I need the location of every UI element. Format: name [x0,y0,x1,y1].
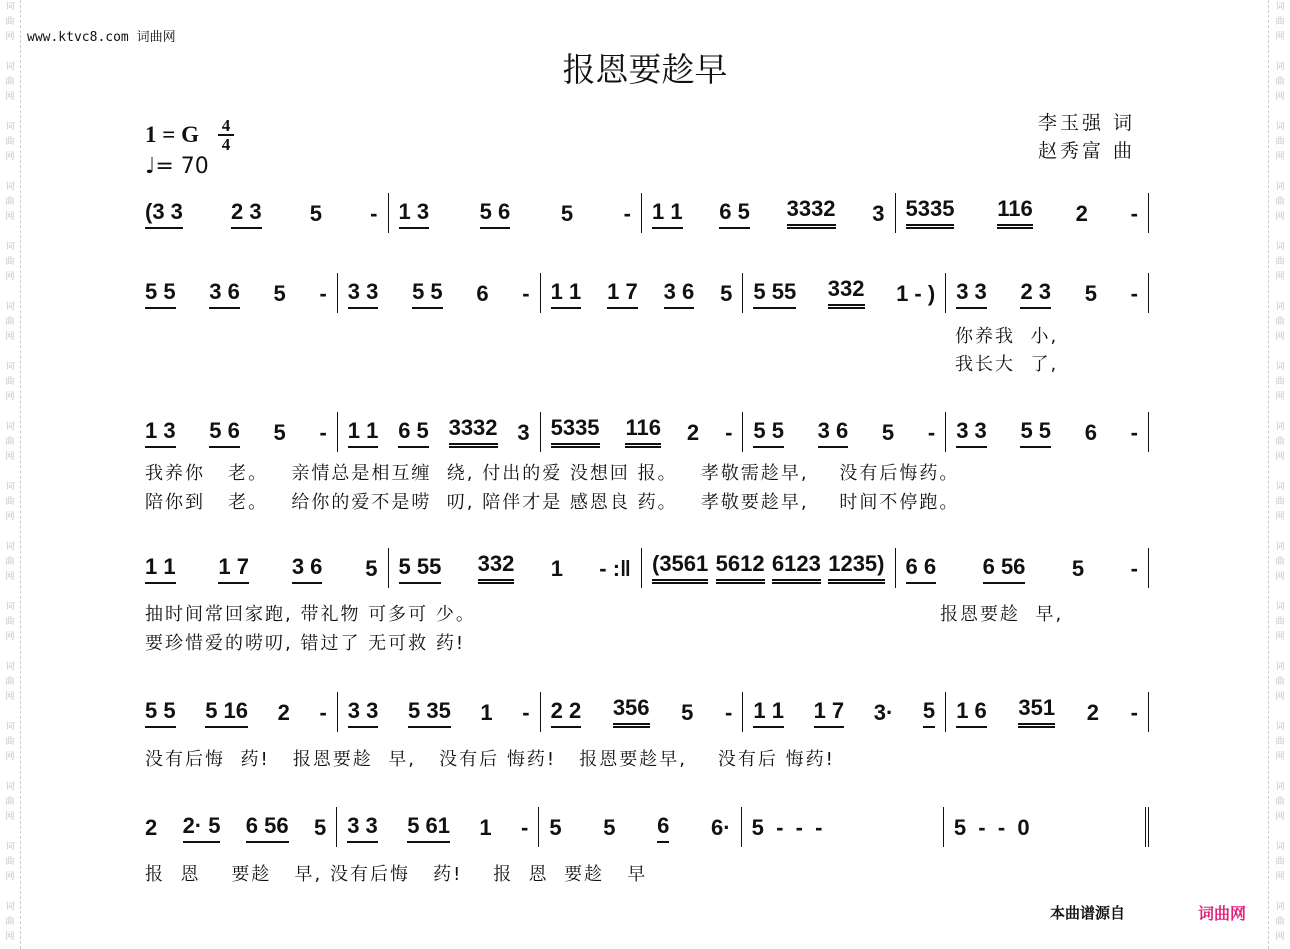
note-group: - [319,700,327,725]
watermark-text: 词 曲 网 [5,602,15,642]
watermark-text: 词 曲 网 [1275,842,1285,882]
note-group: 3 [872,201,885,226]
measure [143,548,389,588]
note-group: 5 [603,815,616,840]
note-group: - [522,700,530,725]
score-row-1 [143,193,1149,233]
note-group: 5 35 [408,699,451,728]
note-group: 1 3 [145,419,176,448]
watermark-text: 词 曲 网 [1275,482,1285,522]
note-group: 1 - ) [896,281,936,306]
note-group: - [927,420,936,445]
note-group: 2· 5 [183,814,221,843]
note-group: 356 [613,696,650,728]
note-group: 3 3 [956,280,987,309]
watermark-text: 词 曲 网 [1275,602,1285,642]
watermark-text: 词 曲 网 [1275,542,1285,582]
note-group: 3 6 [209,280,240,309]
right-dashed-line [1268,0,1269,949]
note-group: 332 [478,552,515,584]
note-group: - [1130,281,1138,306]
note-group: 116 [997,197,1033,229]
note-group: 332 [828,277,865,309]
lyrics-row2-verse2: 我长大 了, [955,354,1059,375]
measure [143,412,338,452]
note-group: 5 5 [753,419,784,448]
measure [389,193,643,233]
measure [143,273,338,313]
note-group: 6123 [772,552,821,584]
note-group: 1 [480,700,493,725]
watermark-text: 词 曲 网 [5,122,15,162]
note-group: 3 3 [348,280,379,309]
note-group: 3 3 [347,814,378,843]
measure [642,193,896,233]
note-group: - [725,420,733,445]
time-top: 4 [221,116,231,135]
note-group: 6 56 [246,814,289,843]
lyricist-credit: 李玉强 词 [1038,112,1136,134]
note-group: 3 [517,420,530,445]
note-group: 2 [1075,201,1088,226]
note-group: 1 6 [956,699,987,728]
measure [338,692,541,732]
watermark-text: 词 曲 网 [1275,902,1285,942]
note-group: 6 5 [719,200,750,229]
measure [896,548,1150,588]
note-group: 1 [550,556,563,581]
note-group: 5 16 [205,699,248,728]
tempo-marking: ♩= 70 [145,154,209,179]
note-group: 351 [1018,696,1055,728]
lyrics-row6: 报 恩 要趁 早, 没有后悔 药! 报 恩 要趁 早 [145,864,648,885]
note-group: - [623,201,631,226]
note-group: 1 1 [145,555,176,584]
note-group: - [370,201,378,226]
note-group: 6· [711,815,731,840]
score-row-2 [143,273,1149,313]
measure [896,193,1150,233]
lyrics-row3-verse2: 陪你到 老。 给你的爱不是唠 叨, 陪伴才是 感恩良 药。 孝敬要趁早, 时间不停跑。 [145,492,960,513]
composer-credit: 赵秀富 曲 [1038,140,1136,162]
time-bottom: 4 [221,135,231,154]
note-group: 5 [1084,281,1097,306]
note-group: 6 6 [906,555,937,584]
note-group: 1 1 [753,699,784,728]
note-group: 5 - - 0 [953,815,1030,840]
song-title: 报恩要趁早 [562,50,728,89]
note-group: 2 [686,420,700,445]
note-group: 5 55 [753,280,796,309]
lyrics-row4-verse2: 要珍惜爱的唠叨, 错过了 无可救 药! [145,633,466,654]
note-group: 5 [560,201,574,226]
watermark-text: 词 曲 网 [1275,122,1285,162]
source-site-logo[interactable]: 词曲网 [1198,904,1247,923]
note-group: 2 [1086,700,1099,725]
note-group: 1 7 [218,555,249,584]
left-dashed-line [20,0,21,949]
note-group: 1 7 [607,280,638,309]
note-group: - [725,700,733,725]
measure [944,807,1149,847]
watermark-text: 词 曲 网 [5,842,15,882]
note-group: 3332 [787,197,836,229]
measure [946,692,1149,732]
note-group: 5335 [551,416,600,448]
watermark-text: 词 曲 网 [5,662,15,702]
note-group: 3 3 [956,419,987,448]
note-group: 3332 [449,416,498,448]
watermark-text: 词 曲 网 [1275,62,1285,102]
note-group: 6 5 [398,419,429,448]
measure [389,548,643,588]
lyrics-row3-verse1: 我养你 老。 亲情总是相互缠 绕, 付出的爱 没想回 报。 孝敬需趁早, 没有后悔药。 [145,463,960,484]
measure [338,273,541,313]
note-group: - [1130,556,1138,581]
site-watermark: www.ktvc8.com 词曲网 [27,30,176,45]
note-group: 6 56 [983,555,1026,584]
score-row-6 [143,807,1149,847]
note-group: 5335 [906,197,955,229]
measure [338,412,541,452]
watermark-text: 词 曲 网 [1275,302,1285,342]
note-group: 5 55 [399,555,442,584]
watermark-text: 词 曲 网 [1275,242,1285,282]
note-group: (3 3 [145,200,183,229]
note-group: 5 - - - [751,815,823,840]
note-group: 1 3 [399,200,430,229]
note-group: 5 6 [480,200,511,229]
measure [946,273,1149,313]
note-group: 5 [309,201,323,226]
watermark-text: 词 曲 网 [1275,722,1285,762]
note-group: 5612 [716,552,765,584]
note-group: 6 [476,281,489,306]
watermark-text: 词 曲 网 [1275,2,1285,42]
score-row-4 [143,548,1149,588]
source-label: 本曲谱源自 [1050,904,1126,922]
note-group: - [1130,420,1138,445]
watermark-text: 词 曲 网 [5,242,15,282]
time-signature [218,117,234,153]
note-group: (3561 [652,552,708,584]
note-group: 1 1 [348,419,379,448]
measure [337,807,539,847]
note-group: 5 [881,420,895,445]
note-group: 3 6 [292,555,323,584]
note-group: 5 [273,281,286,306]
watermark-text: 词 曲 网 [1275,662,1285,702]
note-group: 5 5 [1020,419,1051,448]
side-watermark-left [3,0,17,949]
note-group: - :‖ [599,556,631,581]
note-group: 1235) [828,552,884,584]
note-group: 5 [549,815,562,840]
note-group: 5 [681,700,694,725]
watermark-text: 词 曲 网 [5,482,15,522]
watermark-text: 词 曲 网 [5,782,15,822]
score-row-5 [143,692,1149,732]
note-group: 1 1 [551,280,582,309]
watermark-text: 词 曲 网 [1275,182,1285,222]
measure [642,548,896,588]
lyrics-row2-verse1: 你养我 小, [955,326,1059,347]
watermark-text: 词 曲 网 [5,722,15,762]
note-group: - [522,281,530,306]
note-group: 5 5 [412,280,443,309]
watermark-text: 词 曲 网 [5,542,15,582]
note-group: 5 [365,556,378,581]
note-group: 2 [277,700,290,725]
key-signature: 1 = G [145,122,199,147]
note-group: 5 [273,420,286,445]
measure [143,193,389,233]
watermark-text: 词 曲 网 [5,62,15,102]
note-group: 2 2 [551,699,582,728]
note-group: - [1130,700,1138,725]
note-group: 1 [479,815,492,840]
watermark-text: 词 曲 网 [5,182,15,222]
lyrics-row5: 没有后悔 药! 报恩要趁 早, 没有后 悔药! 报恩要趁早, 没有后 悔药! [145,749,835,770]
note-group: 1 1 [652,200,683,229]
watermark-text: 词 曲 网 [5,362,15,402]
note-group: 3 6 [818,419,849,448]
note-group: 5 5 [145,280,176,309]
measure [946,412,1149,452]
watermark-text: 词 曲 网 [5,902,15,942]
note-group: 116 [625,416,661,448]
measure [743,412,946,452]
measure [743,273,946,313]
measure [143,692,338,732]
note-group: 5 [720,281,733,306]
measure [539,807,741,847]
note-group: 5 5 [145,699,176,728]
note-group: 3 6 [664,280,695,309]
watermark-text: 词 曲 网 [1275,422,1285,462]
note-group: 1 7 [814,699,845,728]
watermark-text: 词 曲 网 [5,422,15,462]
note-group: 5 [923,699,935,728]
measure [541,412,744,452]
note-group: 5 [313,815,327,840]
note-group: - [319,420,327,445]
note-group: - [1130,201,1138,226]
side-watermark-right [1273,0,1287,949]
note-group: 2 3 [1020,280,1051,309]
note-group: 6 [657,814,669,843]
lyrics-row4-verse1: 抽时间常回家跑, 带礼物 可多可 少。 [145,604,476,625]
note-group: 5 [1071,556,1085,581]
watermark-text: 词 曲 网 [1275,782,1285,822]
measure [143,807,337,847]
watermark-text: 词 曲 网 [5,302,15,342]
measure [743,692,946,732]
note-group: 5 61 [407,814,450,843]
note-group: - [319,281,327,306]
note-group: 3· [873,700,894,725]
measure [541,692,744,732]
measure [742,807,944,847]
note-group: 2 3 [231,200,262,229]
note-group: - [521,815,529,840]
watermark-text: 词 曲 网 [1275,362,1285,402]
note-group: 3 3 [348,699,379,728]
lyrics-row4-refrain: 报恩要趁 早, [940,604,1064,625]
measure [541,273,744,313]
note-group: 2 [145,815,158,840]
note-group: 6 [1084,420,1097,445]
watermark-text: 词 曲 网 [5,2,15,42]
note-group: 5 6 [209,419,240,448]
score-row-3 [143,412,1149,452]
